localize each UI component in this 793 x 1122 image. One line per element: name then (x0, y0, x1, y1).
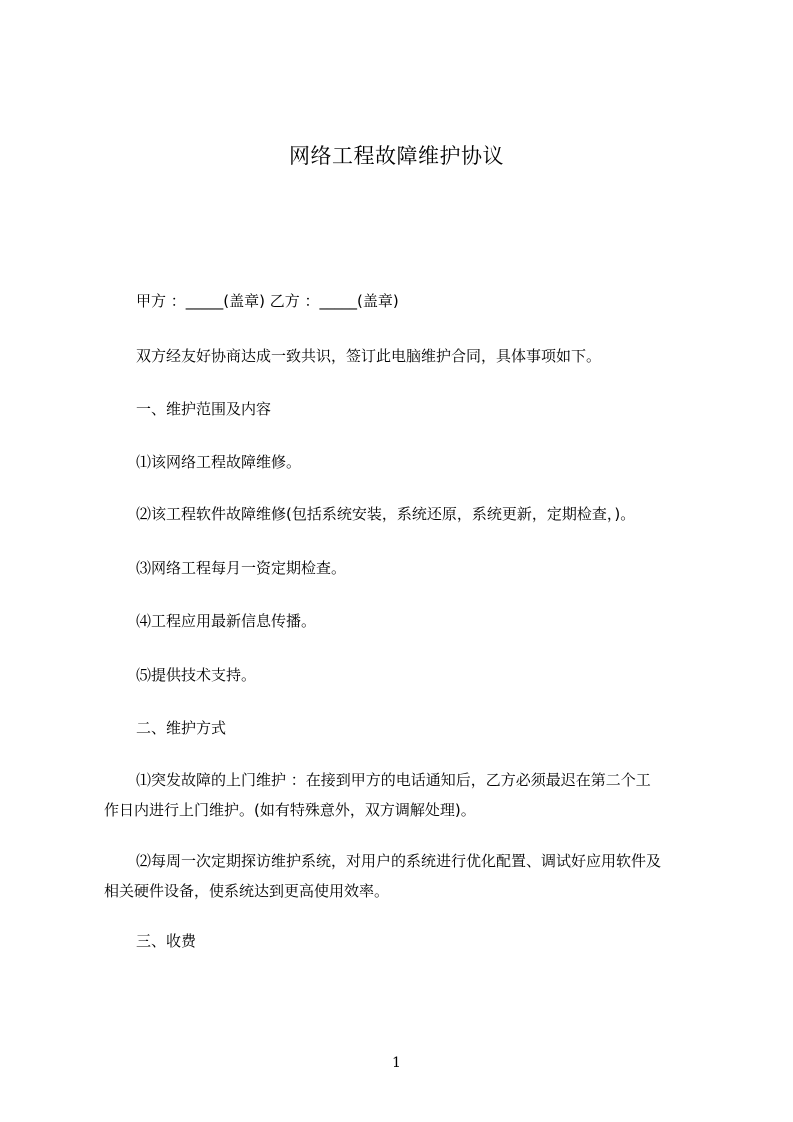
paragraph-line: 作日内进行上门维护。(如有特殊意外，双方调解处理)。 (104, 801, 476, 819)
list-item: ⑸提供技术支持。 (136, 666, 257, 684)
list-item: ⑶网络工程每月一资定期检查。 (136, 559, 347, 577)
section-heading-fees: 三、收费 (136, 932, 197, 950)
list-item: ⑵该工程软件故障维修(包括系统安装，系统还原，系统更新，定期检查，)。 (136, 505, 636, 523)
method-paragraph (104, 765, 704, 825)
paragraph-line: ⑵每周一次定期探访维护系统，对用户的系统进行优化配置、调试好应用软件及 (136, 852, 662, 870)
paragraph-line: ⑴突发故障的上门维护 ：在接到甲方的电话通知后，乙方必须最迟在第二个工 (136, 771, 651, 789)
parties-line: 甲方 ：_____(盖章) 乙方 ：_____(盖章) (136, 292, 399, 310)
paragraph-line: 相关硬件设备，使系统达到更高使用效率。 (104, 882, 390, 900)
method-paragraph (104, 846, 704, 906)
intro-text: 双方经友好协商达成一致共识，签订此电脑维护合同，具体事项如下。 (136, 347, 602, 365)
section-heading-scope: 一、维护范围及内容 (136, 400, 272, 418)
list-item: ⑷工程应用最新信息传播。 (136, 612, 317, 630)
document-title: 网络工程故障维护协议 (289, 144, 504, 168)
section-heading-method: 二、维护方式 (136, 719, 227, 737)
page-number: 1 (392, 1055, 401, 1071)
list-item: ⑴该网络工程故障维修。 (136, 453, 302, 471)
